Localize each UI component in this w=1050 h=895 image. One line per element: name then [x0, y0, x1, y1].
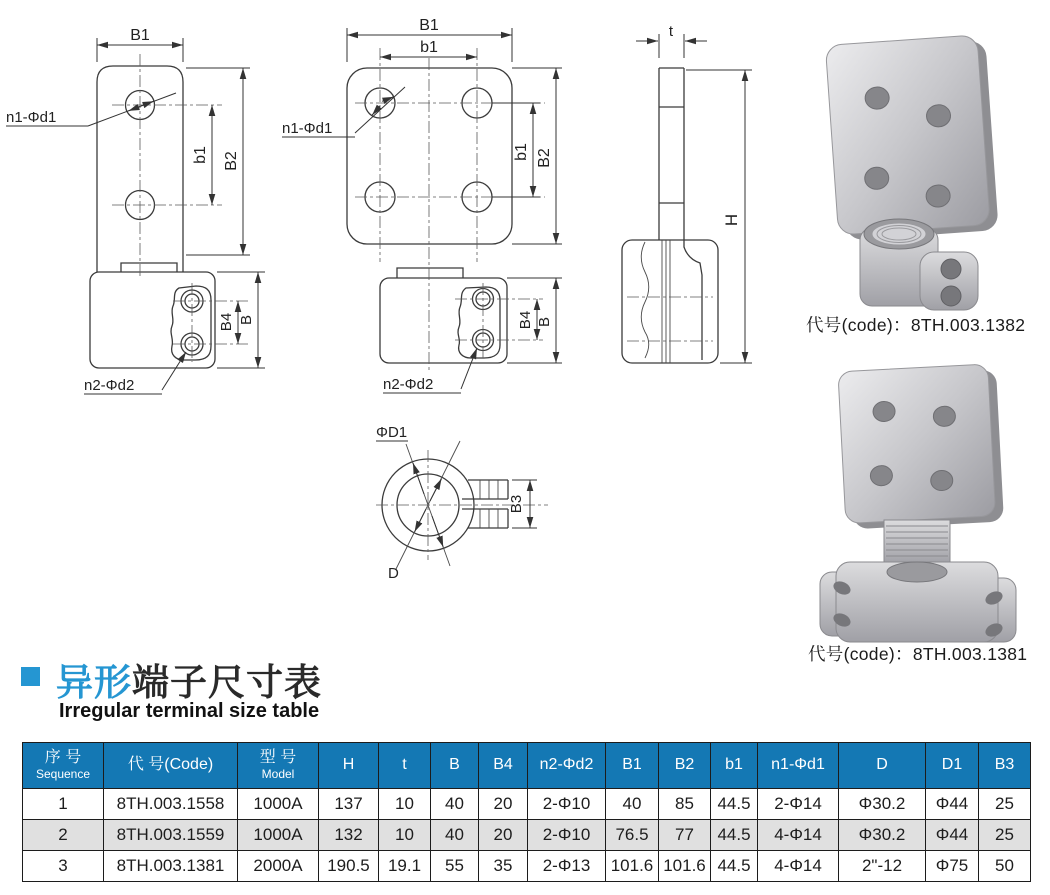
column-header: B: [431, 743, 479, 789]
table-cell: Φ75: [926, 851, 979, 882]
column-header: 代 号(Code): [104, 743, 238, 789]
dim-label-b1-cap: B1: [419, 17, 439, 34]
photo-caption-1: [806, 312, 1025, 337]
front-view-drawing-2: [280, 10, 600, 405]
dim-label-b3: B3: [508, 494, 525, 514]
table-head: [23, 743, 1031, 789]
dim-label-h: H: [722, 213, 741, 227]
front-view-drawing-1: [0, 15, 280, 405]
table-cell: 4-Φ14: [758, 820, 839, 851]
table-cell: 1: [23, 789, 104, 820]
table-body: [23, 789, 1031, 882]
column-header: H: [319, 743, 379, 789]
product-photo-1381: [798, 358, 1028, 648]
column-header: 序 号 Sequence: [23, 743, 104, 789]
table-cell: 2-Φ10: [528, 789, 606, 820]
dim-label-b2: B2: [536, 148, 553, 168]
table-cell: 2-Φ14: [758, 789, 839, 820]
dim-label-n1d1: n1-Φd1: [6, 109, 57, 126]
dim-label-b2: B2: [223, 151, 240, 171]
table-cell: 8TH.003.1381: [104, 851, 238, 882]
table-cell: 77: [659, 820, 711, 851]
column-header: B1: [606, 743, 659, 789]
table-cell: 132: [319, 820, 379, 851]
table-row: [23, 789, 1031, 820]
table-cell: 25: [979, 789, 1031, 820]
photo-caption-2: [808, 641, 1027, 666]
table-cell: 10: [379, 820, 431, 851]
table-cell: 137: [319, 789, 379, 820]
column-header: n1-Φd1: [758, 743, 839, 789]
table-cell: 55: [431, 851, 479, 882]
dim-label-d: D: [388, 565, 399, 582]
dim-label-n2d2: n2-Φd2: [383, 376, 434, 393]
table-cell: 10: [379, 789, 431, 820]
table-cell: 8TH.003.1559: [104, 820, 238, 851]
column-header: b1: [711, 743, 758, 789]
table-row: [23, 820, 1031, 851]
table-cell: 35: [479, 851, 528, 882]
table-cell: 40: [431, 820, 479, 851]
size-table: [22, 742, 1031, 882]
dim-label-b1-right: b1: [513, 143, 530, 161]
photo-caption-1-label: 代号(code)：: [806, 315, 911, 335]
dim-label-b4: B4: [218, 312, 235, 332]
column-header: 型 号 Model: [238, 743, 319, 789]
table-cell: Φ30.2: [839, 820, 926, 851]
dim-label-b1-small: b1: [192, 146, 209, 164]
table-cell: 2000A: [238, 851, 319, 882]
page-title-zh: [56, 652, 322, 706]
dim-label-d1: ΦD1: [376, 424, 408, 441]
table-cell: 40: [606, 789, 659, 820]
side-view-drawing: [610, 15, 780, 395]
table-header-row: [23, 743, 1031, 789]
table-cell: 44.5: [711, 851, 758, 882]
table-cell: 20: [479, 789, 528, 820]
table-cell: Φ44: [926, 820, 979, 851]
column-header: B4: [479, 743, 528, 789]
dim-label-b: B: [536, 316, 553, 328]
table-cell: 44.5: [711, 820, 758, 851]
table-cell: 2-Φ10: [528, 820, 606, 851]
table-cell: 19.1: [379, 851, 431, 882]
page-title-en: Irregular terminal size table: [59, 700, 320, 722]
table-cell: 76.5: [606, 820, 659, 851]
table-cell: Φ30.2: [839, 789, 926, 820]
table-cell: 1000A: [238, 820, 319, 851]
photo-caption-2-code: 8TH.003.1381: [912, 644, 1028, 664]
table-cell: 50: [979, 851, 1031, 882]
table-cell: 3: [23, 851, 104, 882]
title-bullet-square: [21, 667, 40, 686]
table-cell: 4-Φ14: [758, 851, 839, 882]
column-header: B3: [979, 743, 1031, 789]
table-row: [23, 851, 1031, 882]
column-header: B2: [659, 743, 711, 789]
table-cell: 190.5: [319, 851, 379, 882]
dim-label-t: t: [668, 23, 674, 40]
product-photo-1382: [808, 28, 1018, 313]
table-cell: 2: [23, 820, 104, 851]
table-cell: 101.6: [659, 851, 711, 882]
table-cell: 101.6: [606, 851, 659, 882]
dim-label-b: B: [238, 314, 255, 326]
table-cell: 1000A: [238, 789, 319, 820]
dim-label-n2d2: n2-Φd2: [84, 377, 135, 394]
table-cell: Φ44: [926, 789, 979, 820]
table-cell: 25: [979, 820, 1031, 851]
table-cell: 2-Φ13: [528, 851, 606, 882]
table-cell: 20: [479, 820, 528, 851]
table-cell: 2"-12: [839, 851, 926, 882]
page-title-zh-highlight: 异形: [56, 662, 132, 703]
dim-label-n1d1: n1-Φd1: [282, 120, 333, 137]
column-header: D1: [926, 743, 979, 789]
column-header: D: [839, 743, 926, 789]
table-cell: 8TH.003.1558: [104, 789, 238, 820]
photo-caption-2-label: 代号(code)：: [808, 644, 913, 664]
column-header: n2-Φd2: [528, 743, 606, 789]
dim-label-b4: B4: [517, 310, 534, 330]
photo-caption-1-code: 8TH.003.1382: [910, 315, 1026, 335]
bottom-view-drawing: [355, 415, 565, 600]
dim-label-b1-top: b1: [420, 39, 438, 56]
page-title-zh-rest: 端子尺寸表: [132, 662, 322, 703]
dim-label-b1-cap: B1: [130, 27, 150, 44]
table-cell: 44.5: [711, 789, 758, 820]
table-cell: 85: [659, 789, 711, 820]
column-header: t: [379, 743, 431, 789]
table-cell: 40: [431, 789, 479, 820]
